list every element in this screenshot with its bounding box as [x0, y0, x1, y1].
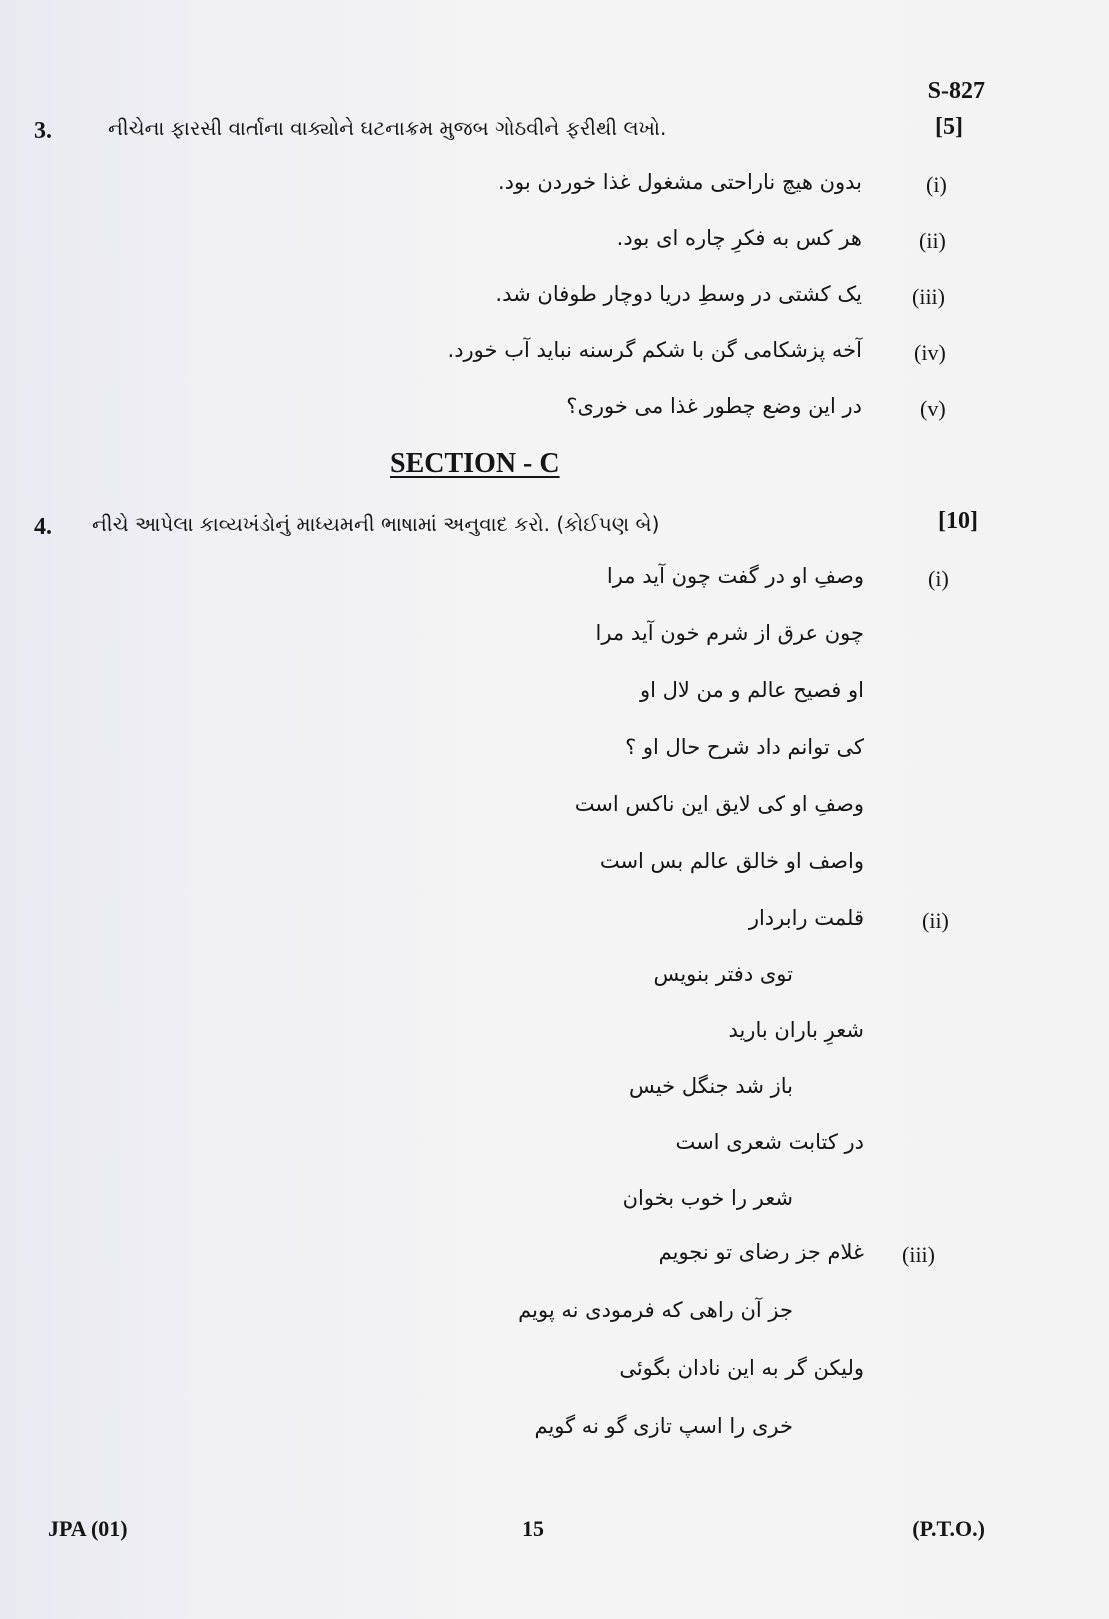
question-3-marks: [5] [935, 114, 963, 140]
poem-2-line-1: قلمت رابردار [748, 906, 864, 930]
section-c-heading: SECTION - C [390, 448, 560, 479]
q3-item-3-text: یک کشتی در وسطِ دریا دوچار طوفان شد. [495, 282, 862, 306]
q3-item-5-text: در این وضع چطور غذا می خوری؟ [566, 394, 862, 418]
q3-item-4-text: آخه پزشکامی گن با شکم گرسنه نباید آب خورد. [447, 338, 862, 362]
poem-1-line-3: او فصیح عالم و من لال او [639, 678, 864, 702]
question-4-number: 4. [34, 514, 52, 540]
question-3-number: 3. [34, 118, 52, 144]
poem-1-line-1: وصفِ او در گفت چون آید مرا [606, 564, 864, 588]
poem-2-line-4: باز شد جنگل خیس [629, 1074, 793, 1098]
q3-item-4-number: (iv) [914, 340, 946, 365]
q4-poem-1-number: (i) [928, 566, 949, 591]
poem-1-line-4: کی توانم داد شرح حال او ؟ [625, 735, 864, 759]
question-4-marks: [10] [938, 508, 978, 534]
poem-2-line-6: شعر را خوب بخوان [622, 1186, 793, 1210]
q4-poem-2-number: (ii) [922, 908, 949, 933]
paper-code: S-827 [927, 78, 985, 104]
poem-3-line-2: جز آن راهی که فرمودی نه پویم [518, 1298, 793, 1322]
poem-2-line-2: توی دفتر بنویس [653, 962, 793, 986]
poem-1-line-6: واصف او خالق عالم بس است [599, 849, 864, 873]
poem-3-line-1: غلام جز رضای تو نجویم [658, 1240, 864, 1264]
q3-item-2-number: (ii) [919, 228, 946, 253]
poem-3-line-3: ولیکن گر به این نادان بگوئی [619, 1356, 864, 1380]
poem-1-line-5: وصفِ او کی لایق این ناکس است [574, 792, 864, 816]
footer-paper-code: JPA (01) [48, 1516, 128, 1541]
q3-item-5-number: (v) [920, 396, 946, 421]
q3-item-1-number: (i) [926, 172, 947, 197]
question-3-text: નીચેના ફારસી વાર્તાના વાક્યોને ઘટનાક્રમ મુજબ ગોઠવીને ફરીથી લખો. [108, 116, 667, 140]
q3-item-2-text: هر کس به فکرِ چاره ای بود. [616, 226, 862, 250]
q3-item-3-number: (iii) [912, 284, 945, 309]
footer-pto: (P.T.O.) [912, 1516, 985, 1541]
poem-2-line-3: شعرِ باران بارید [728, 1018, 864, 1042]
q3-item-1-text: بدون هیچ ناراحتی مشغول غذا خوردن بود. [497, 170, 862, 194]
footer-page-number: 15 [522, 1516, 544, 1541]
poem-1-line-2: چون عرق از شرم خون آید مرا [595, 621, 864, 645]
q4-poem-3-number: (iii) [902, 1242, 935, 1267]
question-4-text: નીચે આપેલા કાવ્યખંડોનું માધ્યમની ભાષામાં અનુવાદ કરો. (કોઈપણ બે) [92, 512, 660, 536]
poem-3-line-4: خری را اسپ تازی گو نه گویم [534, 1414, 793, 1438]
poem-2-line-5: در کتابت شعری است [675, 1130, 864, 1154]
